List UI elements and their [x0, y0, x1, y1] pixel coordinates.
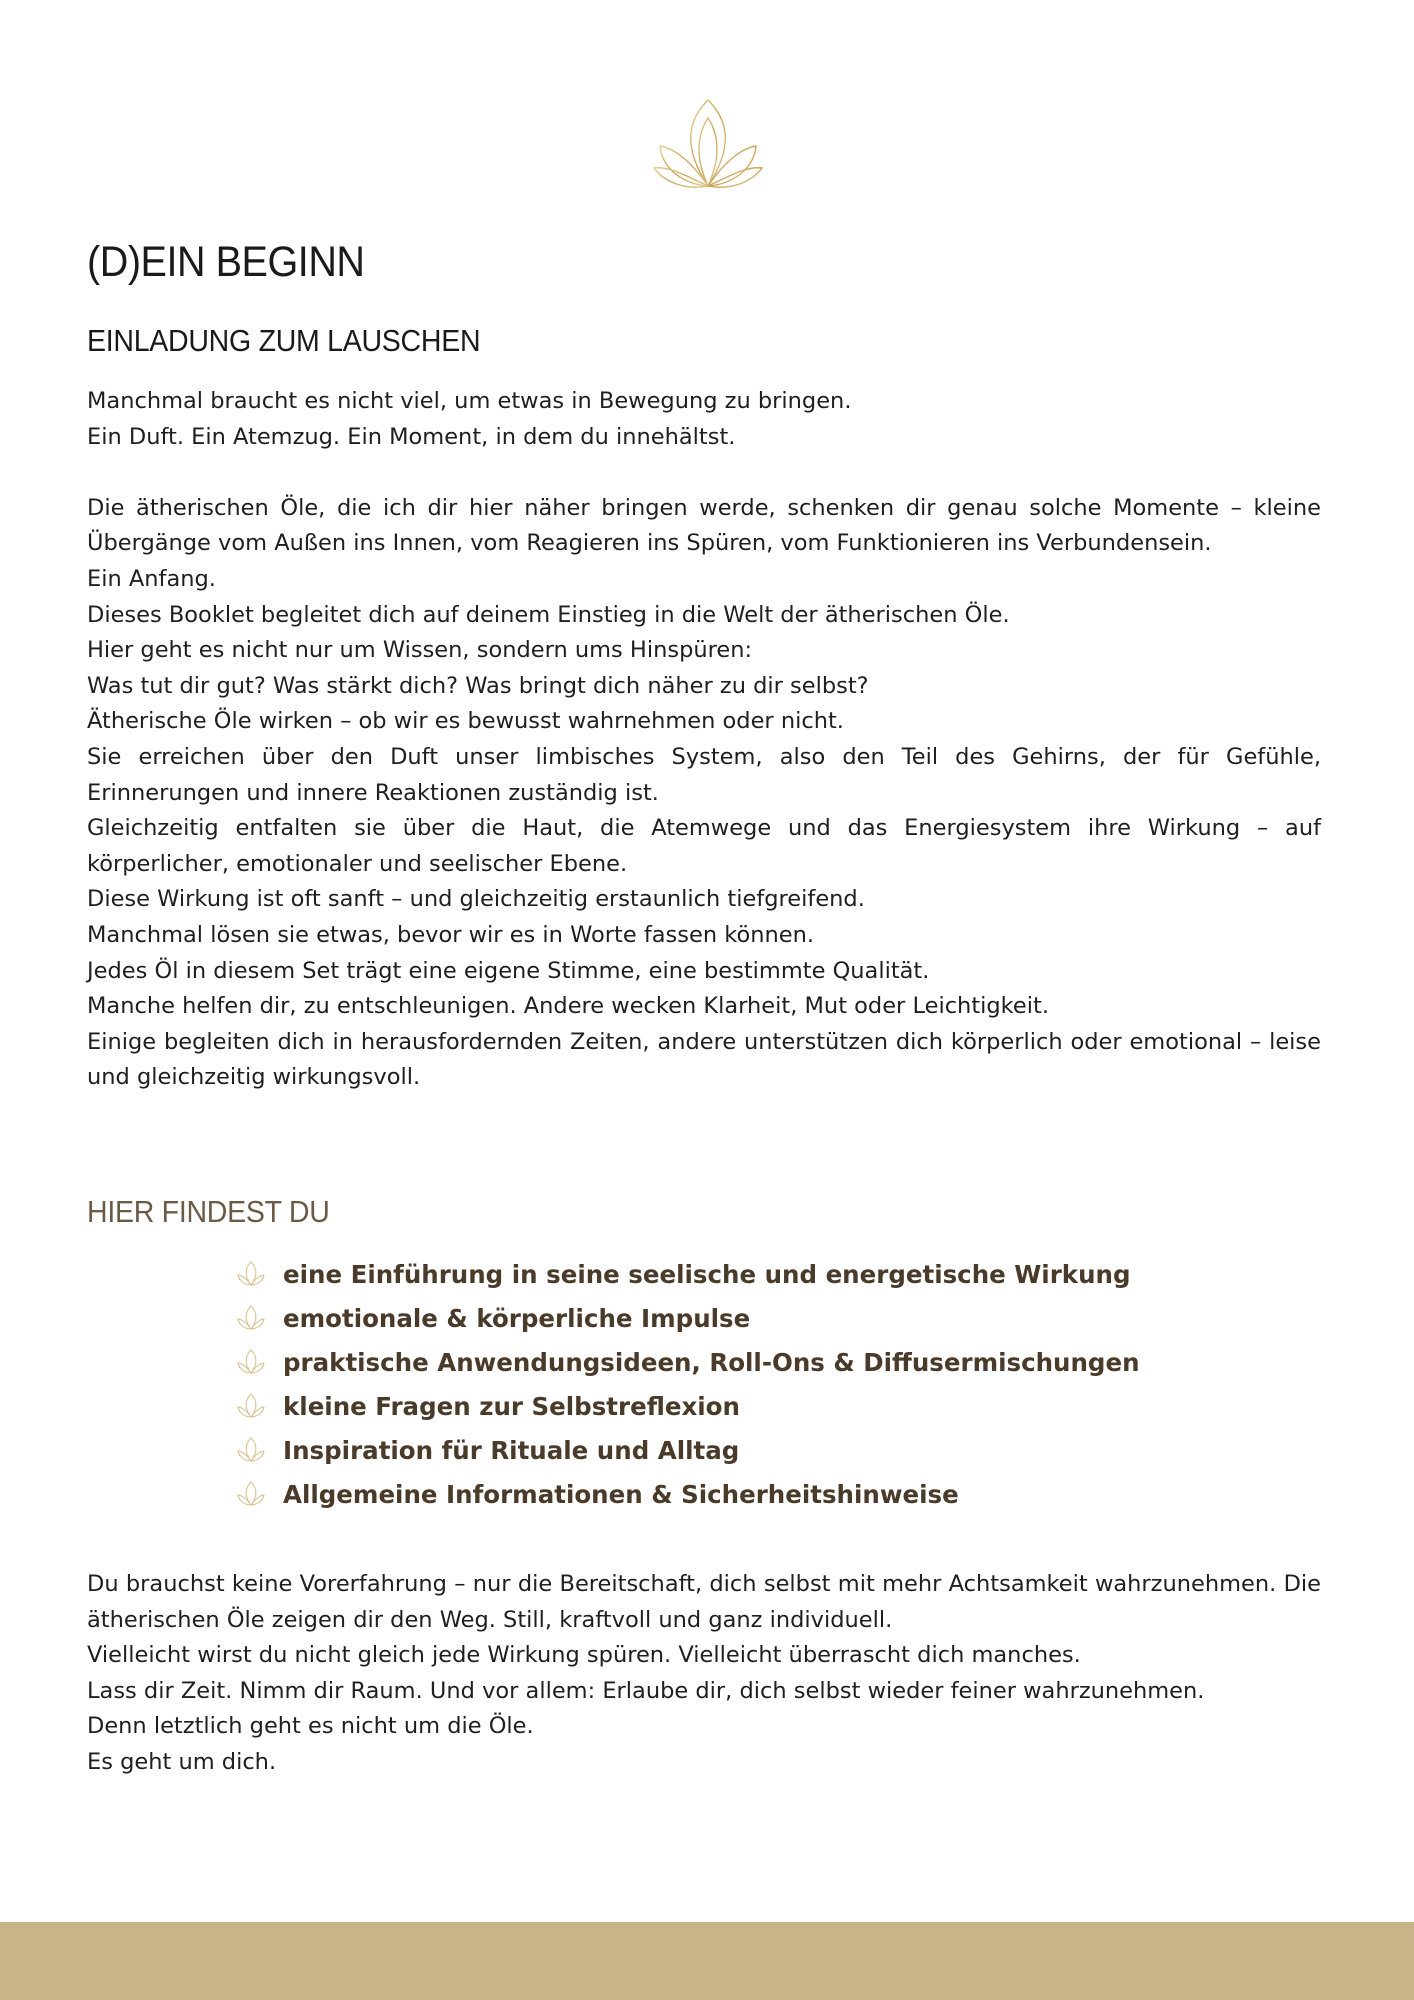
list-item-label: praktische Anwendungsideen, Roll-Ons & Diffusermischungen — [283, 1347, 1140, 1377]
page-title: (D)EIN BEGINN — [87, 238, 365, 286]
list-item — [237, 1296, 1140, 1340]
closing-line: Du brauchst keine Vorerfahrung – nur die Bereitschaft, dich selbst mit mehr Achtsamkeit wahrzunehmen. Die ätherischen Öle zeigen dir den Weg. Still, kraftvoll und ganz individuell. — [87, 1571, 1321, 1633]
body-line: Ein Anfang. — [87, 565, 216, 592]
body-line: Dieses Booklet begleitet dich auf deinem Einstieg in die Welt der ätherischen Öle. — [87, 601, 1010, 628]
closing-line: Lass dir Zeit. Nimm dir Raum. Und vor allem: Erlaube dir, dich selbst wieder feiner wahrzunehmen. — [87, 1677, 1205, 1704]
lotus-bullet-icon — [237, 1304, 265, 1332]
section-subtitle: EINLADUNG ZUM LAUSCHEN — [87, 323, 481, 358]
body-line: Gleichzeitig entfalten sie über die Haut, die Atemwege und das Energiesystem ihre Wirkung – auf körperlicher, emotionaler und seelischer Ebene. — [87, 815, 1321, 877]
intro-text — [87, 384, 1321, 1096]
body-line: Hier geht es nicht nur um Wissen, sondern ums Hinspüren: — [87, 637, 753, 664]
body-line: Die ätherischen Öle, die ich dir hier näher bringen werde, schenken dir genau solche Momente – kleine Übergänge vom Außen ins Innen, vom Reagieren ins Spüren, vom Funktionieren ins Verbundensein. — [87, 494, 1321, 557]
intro-line: Ein Duft. Ein Atemzug. Ein Moment, in dem du innehältst. — [87, 423, 736, 450]
closing-line: Es geht um dich. — [87, 1748, 277, 1775]
list-item-label: Inspiration für Rituale und Alltag — [283, 1435, 740, 1465]
lotus-bullet-icon — [237, 1392, 265, 1420]
closing-text — [87, 1567, 1321, 1781]
list-item-label: kleine Fragen zur Selbstreflexion — [283, 1391, 740, 1421]
feature-list — [237, 1252, 1140, 1516]
body-line: Jedes Öl in diesem Set trägt eine eigene Stimme, eine bestimmte Qualität. — [87, 957, 930, 984]
list-item — [237, 1340, 1140, 1384]
list-item — [237, 1252, 1140, 1296]
body-line: Einige begleiten dich in herausfordernden Zeiten, andere unterstützen dich körperlich oder emotional – leise und gleichzeitig wirkungsvoll. — [87, 1028, 1321, 1091]
body-line: Was tut dir gut? Was stärkt dich? Was bringt dich näher zu dir selbst? — [87, 672, 869, 699]
closing-line: Vielleicht wirst du nicht gleich jede Wirkung spüren. Vielleicht überrascht dich manches. — [87, 1642, 1081, 1669]
lotus-bullet-icon — [237, 1480, 265, 1508]
list-item-label: emotionale & körperliche Impulse — [283, 1303, 751, 1333]
lotus-bullet-icon — [237, 1260, 265, 1288]
body-line: Sie erreichen über den Duft unser limbisches System, also den Teil des Gehirns, der für Gefühle, Erinnerungen und innere Reaktionen zuständig ist. — [87, 743, 1321, 806]
lotus-icon — [652, 96, 764, 192]
section-heading: HIER FINDEST DU — [87, 1194, 330, 1229]
body-line: Ätherische Öle wirken – ob wir es bewusst wahrnehmen oder nicht. — [87, 708, 844, 735]
closing-line: Denn letztlich geht es nicht um die Öle. — [87, 1713, 534, 1740]
lotus-bullet-icon — [237, 1436, 265, 1464]
footer-bar — [0, 1922, 1414, 2000]
body-line: Manche helfen dir, zu entschleunigen. Andere wecken Klarheit, Mut oder Leichtigkeit. — [87, 993, 1049, 1020]
body-line: Manchmal lösen sie etwas, bevor wir es in Worte fassen können. — [87, 921, 815, 948]
list-item — [237, 1472, 1140, 1516]
list-item-label: Allgemeine Informationen & Sicherheitshinweise — [283, 1479, 959, 1509]
body-line: Diese Wirkung ist oft sanft – und gleichzeitig erstaunlich tiefgreifend. — [87, 886, 865, 913]
intro-line: Manchmal braucht es nicht viel, um etwas in Bewegung zu bringen. — [87, 388, 852, 414]
list-item — [237, 1428, 1140, 1472]
lotus-bullet-icon — [237, 1348, 265, 1376]
list-item — [237, 1384, 1140, 1428]
list-item-label: eine Einführung in seine seelische und energetische Wirkung — [283, 1259, 1131, 1289]
